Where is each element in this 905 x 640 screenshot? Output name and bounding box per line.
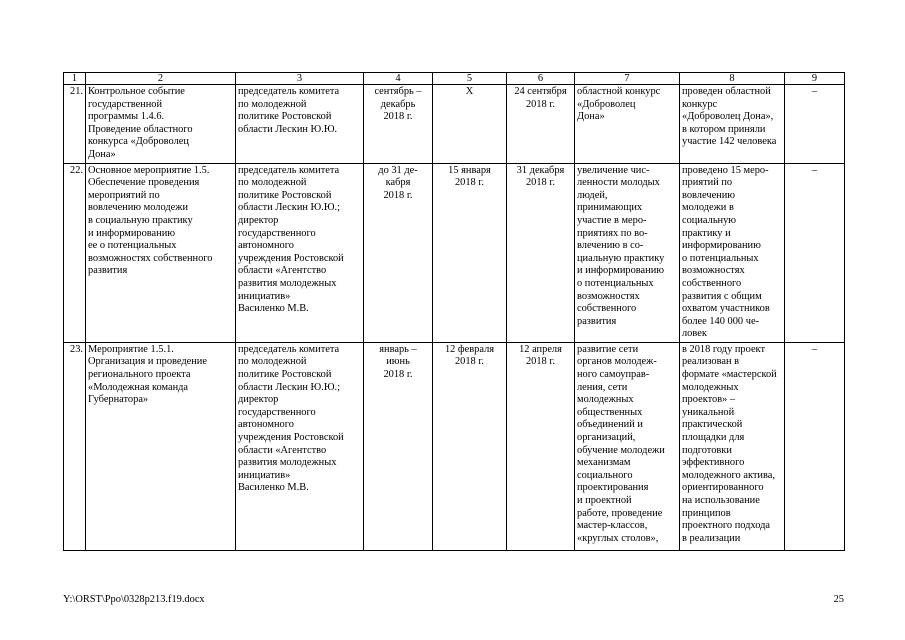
table-row (64, 85, 845, 164)
actual-end-date: 31 декабря 2018 г. (507, 163, 575, 342)
column-number-3: 3 (236, 73, 364, 85)
actual-start-date: 12 февраля 2018 г. (433, 342, 507, 550)
note: – (785, 163, 845, 342)
column-number-9: 9 (785, 73, 845, 85)
column-number-7: 7 (575, 73, 680, 85)
footer-file-path: Y:\ORST\Ppo\0328p213.f19.docx (63, 594, 205, 605)
report-table (63, 72, 845, 551)
column-number-6: 6 (507, 73, 575, 85)
actual-start-date: 15 января 2018 г. (433, 163, 507, 342)
actual-result (680, 342, 785, 550)
planned-period: до 31 де- кабря 2018 г. (364, 163, 433, 342)
row-number: 21. (64, 85, 86, 164)
actual-result-text: в 2018 году проект реализован в формате «мастерской молодежных проектов» – уникальной практической площадки для подготовки эффективного молодежного актива, ориентированного на использование принципов проектного подхода в реализации (682, 343, 777, 544)
actual-end-date: 12 апреля 2018 г. (507, 342, 575, 550)
row-number: 22. (64, 163, 86, 342)
event-name: Контрольное событие государственной программы 1.4.6. Проведение областного конкурса «Доброволец Дона» (86, 85, 236, 164)
column-number-8: 8 (680, 73, 785, 85)
responsible-person: председатель комитета по молодежной политике Ростовской области Лескин Ю.Ю.; директор государственного автономного учреждения Ростовской области «Агентство развития молодежных инициатив» Василенко М.В. (236, 163, 364, 342)
note: – (785, 85, 845, 164)
responsible-person: председатель комитета по молодежной политике Ростовской области Лескин Ю.Ю.; директор государственного автономного учреждения Ростовской области «Агентство развития молодежных инициатив» Василенко М.В. (236, 342, 364, 550)
actual-result: проведено 15 меро- приятий по вовлечению молодежи в социальную практику и информированию о потенциальных возможностях собственного развития с общим охватом участников более 140 000 че- ловек (680, 163, 785, 342)
column-number-2: 2 (86, 73, 236, 85)
event-name: Основное мероприятие 1.5. Обеспечение проведения мероприятий по вовлечению молодежи в социальную практику и информированию ее о потенциальных возможностях собственного развития (86, 163, 236, 342)
actual-start-date: Х (433, 85, 507, 164)
note: – (785, 342, 845, 550)
table-row (64, 163, 845, 342)
expected-result-text: развитие сети органов молодеж- ного самоуправ- ления, сети молодежных общественных объединений и организаций, обучение молодежи механизмам социального проектирования и проектной работе, проведение мастер-классов, «круглых столов», (577, 343, 665, 544)
planned-period: сентябрь – декабрь 2018 г. (364, 85, 433, 164)
column-number-1: 1 (64, 73, 86, 85)
planned-period: январь – июнь 2018 г. (364, 342, 433, 550)
row-number: 23. (64, 342, 86, 550)
event-name: Мероприятие 1.5.1. Организация и проведение регионального проекта «Молодежная команда Губернатора» (86, 342, 236, 550)
page-number: 25 (833, 594, 844, 605)
responsible-person: председатель комитета по молодежной политике Ростовской области Лескин Ю.Ю. (236, 85, 364, 164)
table-row (64, 342, 845, 550)
column-number-4: 4 (364, 73, 433, 85)
table-header-row (64, 73, 845, 85)
actual-end-date: 24 сентября 2018 г. (507, 85, 575, 164)
column-number-5: 5 (433, 73, 507, 85)
expected-result (575, 342, 680, 550)
expected-result: увеличение чис- ленности молодых людей, принимающих участие в меро- приятиях по во- влечению в со- циальную практику и информированию о потенциальных возможностях собственного развития (575, 163, 680, 342)
expected-result: областной конкурс «Доброволец Дона» (575, 85, 680, 164)
actual-result: проведен областной конкурс «Доброволец Дона», в котором приняли участие 142 человека (680, 85, 785, 164)
